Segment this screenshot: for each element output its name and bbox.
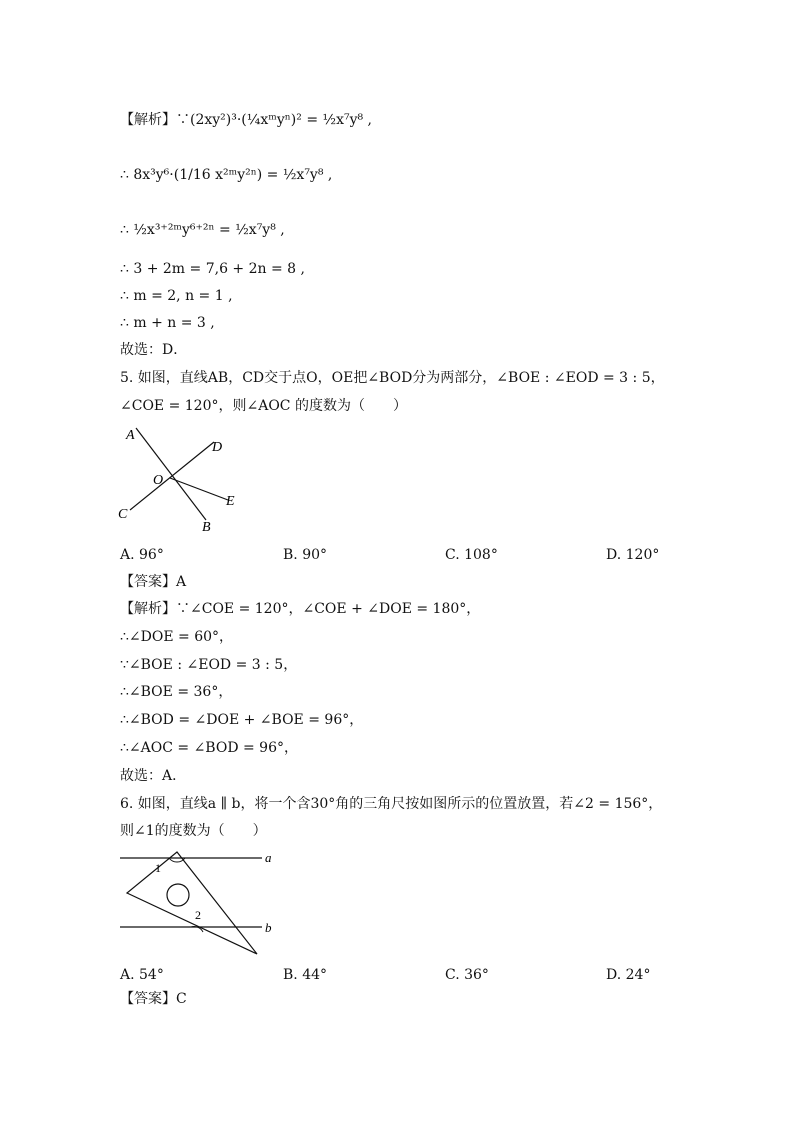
set-square-hole: [167, 884, 189, 906]
q5-solution-line-3: ∵∠BOE : ∠EOD = 3 : 5，: [120, 657, 298, 673]
line-ab: [136, 428, 206, 520]
label-d: D: [212, 440, 223, 455]
q6-stem-line-1: 6. 如图，直线a ∥ b，将一个含30°角的三角尺按如图所示的位置放置，若∠2 = 156°，: [120, 796, 663, 812]
label-line-a: a: [265, 850, 272, 865]
q4-choose: 故选：D．: [120, 342, 188, 358]
label-angle-2: 2: [195, 908, 201, 922]
q6-option-a: A. 54°: [120, 967, 164, 983]
label-o: O: [153, 473, 164, 488]
q6-option-c: C. 36°: [445, 967, 489, 983]
q5-solution-line-2: ∴∠DOE = 60°，: [120, 629, 234, 645]
label-e: E: [226, 494, 235, 509]
q6-option-b: B. 44°: [283, 967, 328, 983]
q6-answer: 【答案】C: [120, 991, 187, 1007]
label-a: A: [126, 428, 135, 443]
q5-stem-line-2: ∠COE = 120°，则∠AOC 的度数为（ ）: [120, 398, 407, 414]
line-cd: [130, 442, 214, 510]
q4-solution-line-5: ∴ m = 2, n = 1 ,: [120, 288, 233, 304]
q4-solution-line-6: ∴ m + n = 3 ,: [120, 315, 215, 331]
q4-solution-line-2: ∴ 8x³y⁶·(1/16 x²ᵐy²ⁿ) = ½x⁷y⁸ ,: [120, 167, 333, 183]
q4-solution-line-3: ∴ ½x³⁺²ᵐy⁶⁺²ⁿ = ½x⁷y⁸ ,: [120, 222, 285, 238]
q6-option-d: D. 24°: [606, 967, 651, 983]
q4-solution-line-4: ∴ 3 + 2m = 7,6 + 2n = 8 ,: [120, 261, 305, 277]
q4-solution-line-1: 【解析】∵(2xy²)³·(¼xᵐyⁿ)² = ½x⁷y⁸ ,: [120, 112, 372, 128]
q5-figure: [110, 420, 260, 538]
label-angle-1: 1: [155, 861, 161, 875]
label-b: B: [202, 520, 211, 535]
label-line-b: b: [265, 920, 272, 935]
q6-stem-line-2: 则∠1的度数为（ ）: [120, 823, 267, 839]
q5-choose: 故选：A．: [120, 768, 187, 784]
q5-answer: 【答案】A: [120, 574, 187, 590]
q5-option-c: C. 108°: [445, 547, 498, 563]
ray-oe: [170, 478, 228, 500]
q6-figure: [115, 846, 285, 961]
q5-solution-line-4: ∴∠BOE = 36°，: [120, 684, 233, 700]
q5-option-b: B. 90°: [283, 547, 328, 563]
q5-solution-line-1: 【解析】∵∠COE = 120°，∠COE + ∠DOE = 180°，: [120, 601, 481, 617]
set-square: [127, 852, 257, 954]
label-c: C: [118, 507, 128, 522]
q5-option-a: A. 96°: [120, 547, 164, 563]
q5-solution-line-6: ∴∠AOC = ∠BOD = 96°，: [120, 740, 298, 756]
q5-solution-line-5: ∴∠BOD = ∠DOE + ∠BOE = 96°，: [120, 712, 364, 728]
q5-option-d: D. 120°: [606, 547, 660, 563]
q5-stem-line-1: 5. 如图，直线AB，CD交于点O，OE把∠BOD分为两部分，∠BOE : ∠EOD = 3 : 5，: [120, 370, 665, 386]
